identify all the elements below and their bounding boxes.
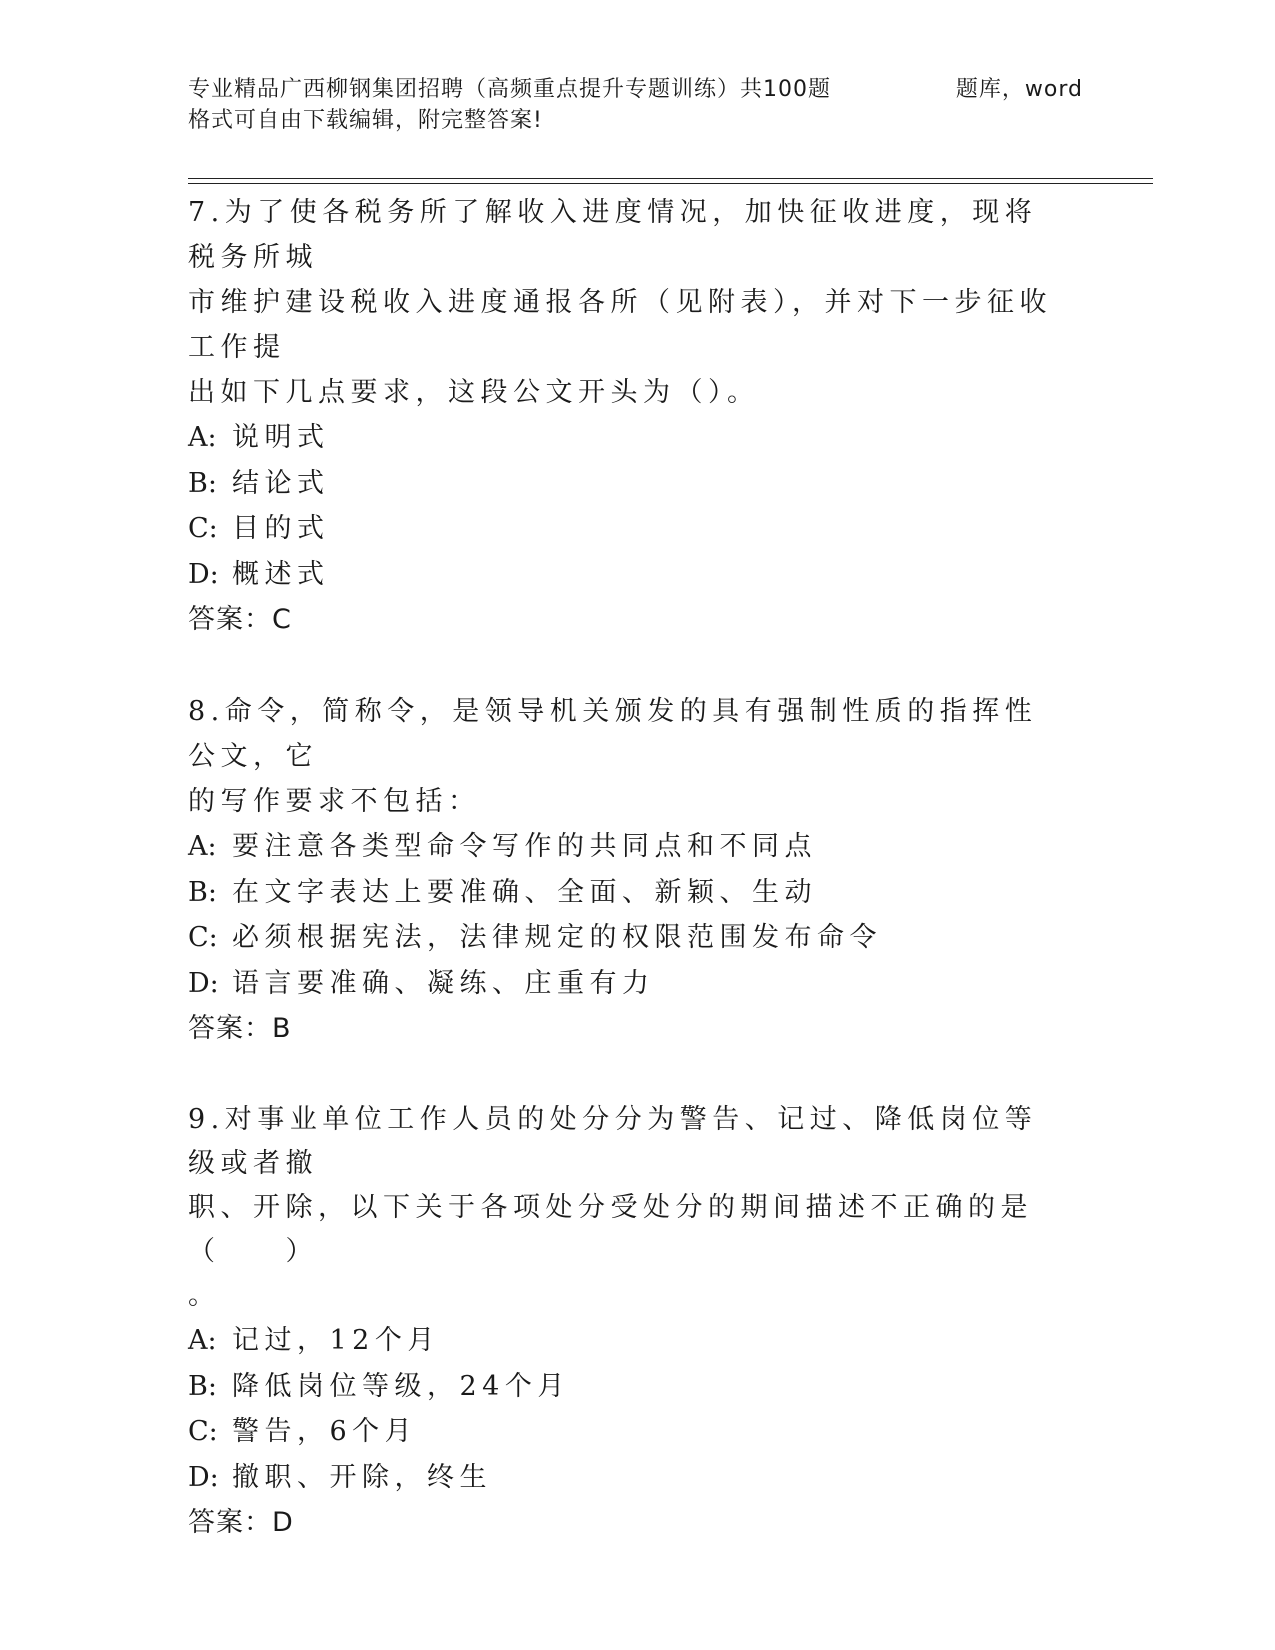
header-subtitle: 格式可自由下载编辑，附完整答案! (188, 108, 543, 133)
option-key: B: (188, 1370, 217, 1402)
question-spacer (188, 1051, 1068, 1098)
question-spacer (188, 642, 1068, 689)
header-divider-top (188, 178, 1153, 179)
option-text: 结论式 (232, 467, 330, 499)
question-line: 职、开除，以下关于各项处分受处分的期间描述不正确的是（ ） (188, 1192, 1033, 1267)
option-c (188, 915, 1068, 961)
header-title: 专业精品广西柳钢集团招聘（高频重点提升专题训练）共100题 (188, 77, 831, 102)
option-key: A: (188, 831, 217, 862)
question-list (188, 190, 1068, 1545)
option-key: C: (188, 922, 218, 953)
option-d (188, 961, 1068, 1007)
option-key: D: (188, 1461, 219, 1493)
option-b (188, 461, 1068, 507)
answer-line: 答案：D (188, 1507, 294, 1538)
option-key: B: (188, 876, 217, 908)
option-text: 概述式 (232, 558, 330, 590)
answer-line: 答案：B (188, 1013, 292, 1044)
option-key: C: (188, 1416, 218, 1447)
option-a (188, 824, 1068, 870)
option-d (188, 552, 1068, 598)
question-item (188, 1098, 1068, 1545)
option-text: 语言要准确、凝练、庄重有力 (232, 967, 655, 999)
option-text: 警告，6个月 (232, 1416, 418, 1447)
header-line-1 (188, 74, 1083, 105)
question-item (188, 190, 1068, 642)
answer-line: 答案：C (188, 604, 292, 635)
option-text: 降低岗位等级，24个月 (232, 1370, 570, 1402)
question-line: 8.命令，简称令，是领导机关颁发的具有强制性质的指挥性公文，它 (188, 696, 1038, 772)
option-key: A: (188, 1325, 217, 1356)
option-key: B: (188, 467, 217, 499)
option-a (188, 1318, 1068, 1364)
option-a (188, 415, 1068, 461)
question-line: 的写作要求不包括： (188, 786, 481, 817)
question-item (188, 689, 1068, 1051)
question-line: 。 (188, 1280, 221, 1311)
option-c (188, 506, 1068, 552)
option-text: 必须根据宪法，法律规定的权限范围发布命令 (232, 922, 882, 953)
option-key: C: (188, 513, 218, 544)
question-line: 9.对事业单位工作人员的处分分为警告、记过、降低岗位等级或者撤 (188, 1104, 1038, 1179)
option-key: D: (188, 967, 219, 999)
question-line: 市维护建设税收入进度通报各所（见附表），并对下一步征收工作提 (188, 287, 1052, 363)
document-header (188, 74, 1088, 136)
option-key: A: (188, 422, 217, 453)
option-text: 说明式 (232, 422, 330, 453)
header-title-suffix: 题库，word (955, 77, 1083, 102)
option-text: 记过，12个月 (232, 1325, 440, 1356)
option-text: 要注意各类型命令写作的共同点和不同点 (232, 831, 817, 862)
header-divider-bottom (188, 183, 1153, 184)
option-c (188, 1409, 1068, 1455)
question-line: 出如下几点要求，这段公文开头为（）。 (188, 377, 760, 408)
option-b (188, 1364, 1068, 1410)
option-key: D: (188, 558, 219, 590)
option-b (188, 870, 1068, 916)
option-d (188, 1455, 1068, 1501)
option-text: 撤职、开除，终生 (232, 1461, 492, 1493)
option-text: 在文字表达上要准确、全面、新颖、生动 (232, 876, 817, 908)
option-text: 目的式 (232, 513, 330, 544)
question-line: 7.为了使各税务所了解收入进度情况，加快征收进度，现将税务所城 (188, 197, 1038, 273)
